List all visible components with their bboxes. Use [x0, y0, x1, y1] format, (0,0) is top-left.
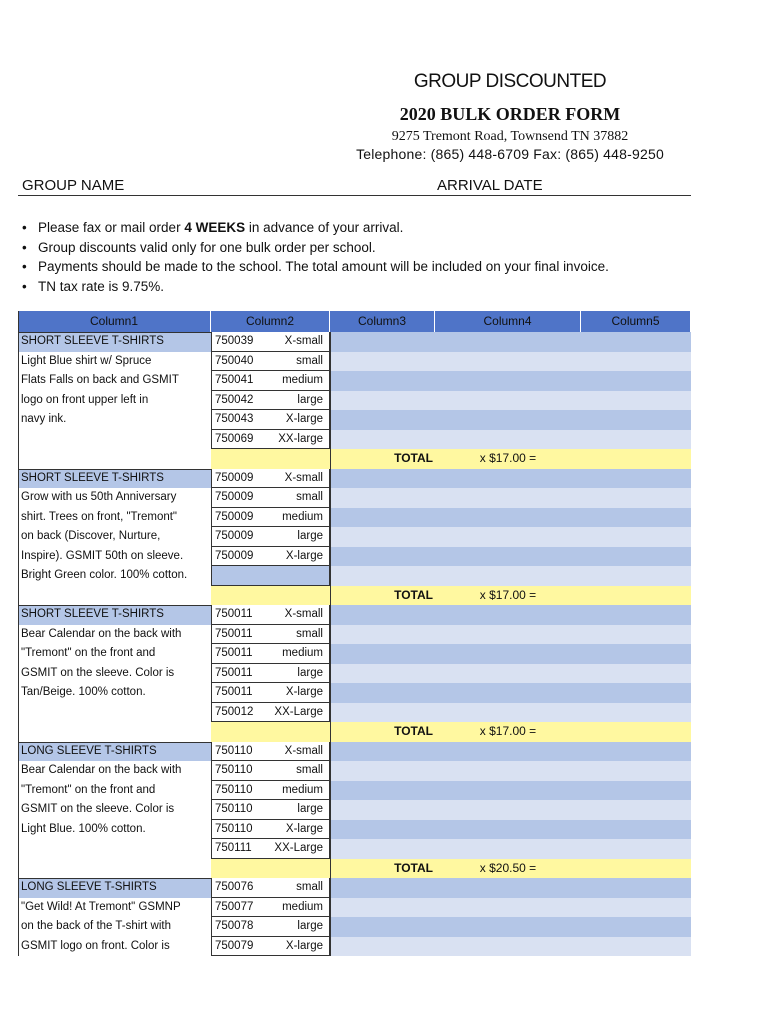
extra-input[interactable]: [581, 566, 691, 586]
amount-input[interactable]: [435, 566, 581, 586]
item-code: 750041: [215, 374, 254, 386]
note-text: in advance of your arrival.: [245, 220, 404, 235]
product-title: SHORT SLEEVE T-SHIRTS: [18, 332, 211, 352]
amount-input[interactable]: [435, 820, 581, 840]
column-header-4: Column4: [435, 311, 581, 332]
product-description-line: "Get Wild! At Tremont" GSMNP: [18, 898, 211, 918]
item-size: X-large: [285, 822, 323, 835]
quantity-input[interactable]: [330, 527, 435, 547]
phone-fax: Telephone: (865) 448-6709 Fax: (865) 448-9250: [356, 146, 664, 162]
item-code: 750110: [215, 822, 253, 835]
quantity-input[interactable]: [330, 332, 435, 352]
amount-input[interactable]: [435, 547, 581, 567]
item-code-cell: [211, 391, 330, 411]
total-input[interactable]: [581, 722, 691, 742]
extra-input[interactable]: [581, 547, 691, 567]
product-description-line: Light Blue. 100% cotton.: [18, 820, 211, 840]
item-code: 750111: [215, 842, 252, 854]
extra-input[interactable]: [581, 683, 691, 703]
extra-input[interactable]: [581, 391, 691, 411]
price-multiplier: x $20.50 =: [435, 859, 581, 879]
item-size: large: [297, 530, 323, 542]
product-description-line: navy ink.: [18, 410, 211, 430]
item-code-cell: [211, 898, 330, 918]
quantity-input[interactable]: [330, 430, 435, 450]
item-size: X-large: [285, 549, 323, 562]
amount-input[interactable]: [435, 898, 581, 918]
extra-input[interactable]: [581, 781, 691, 801]
total-label: TOTAL: [211, 859, 435, 879]
quantity-input[interactable]: [330, 683, 435, 703]
notes-list: [22, 218, 609, 296]
address: 9275 Tremont Road, Townsend TN 37882: [391, 129, 629, 144]
item-code-cell: [211, 742, 330, 762]
amount-input[interactable]: [435, 917, 581, 937]
item-size: small: [296, 764, 323, 776]
item-size: large: [297, 920, 323, 932]
extra-input[interactable]: [581, 469, 691, 489]
quantity-input[interactable]: [330, 878, 435, 898]
product-description-line: GSMIT on the sleeve. Color is: [18, 664, 211, 684]
quantity-input[interactable]: [330, 937, 435, 957]
quantity-input[interactable]: [330, 664, 435, 684]
item-code: 750011: [215, 686, 253, 698]
product-description-line: Grow with us 50th Anniversary: [18, 488, 211, 508]
item-size: X-small: [284, 335, 323, 347]
item-code-cell: [211, 469, 330, 489]
amount-input[interactable]: [435, 683, 581, 703]
item-size: small: [296, 491, 323, 503]
product-description-line: [18, 430, 211, 450]
header-rule: [18, 195, 691, 196]
item-size: medium: [282, 510, 323, 523]
extra-input[interactable]: [581, 352, 691, 372]
extra-input[interactable]: [581, 430, 691, 450]
spacer: [18, 586, 211, 606]
note-item: [22, 238, 609, 258]
item-code-cell: [211, 917, 330, 937]
quantity-input[interactable]: [330, 605, 435, 625]
extra-input[interactable]: [581, 839, 691, 859]
item-size: X-small: [284, 608, 323, 620]
amount-input[interactable]: [435, 605, 581, 625]
quantity-input[interactable]: [330, 761, 435, 781]
item-size: X-large: [285, 939, 323, 952]
extra-input[interactable]: [581, 508, 691, 528]
amount-input[interactable]: [435, 781, 581, 801]
extra-input[interactable]: [581, 742, 691, 762]
column-divider: [330, 332, 331, 956]
product-description-line: "Tremont" on the front and: [18, 644, 211, 664]
item-code-cell: [211, 839, 330, 859]
total-label: TOTAL: [211, 449, 435, 469]
extra-input[interactable]: [581, 917, 691, 937]
product-title: LONG SLEEVE T-SHIRTS: [18, 742, 211, 762]
item-code: 750069: [215, 432, 254, 445]
product-description-line: on the back of the T-shirt with: [18, 917, 211, 937]
item-code-cell: [211, 508, 330, 528]
item-code-cell: [211, 820, 330, 840]
item-code: 750043: [215, 413, 254, 425]
item-code: 750009: [215, 491, 254, 503]
column-header-1: Column1: [18, 311, 211, 332]
item-code-cell: [211, 332, 330, 352]
arrival-date-label: ARRIVAL DATE: [437, 177, 543, 194]
price-multiplier: x $17.00 =: [435, 586, 581, 606]
item-code: 750011: [215, 647, 253, 659]
item-size: X-small: [284, 471, 323, 484]
product-description-line: on back (Discover, Nurture,: [18, 527, 211, 547]
item-size: X-small: [284, 744, 323, 757]
order-table: [18, 311, 691, 955]
amount-input[interactable]: [435, 761, 581, 781]
amount-input[interactable]: [435, 469, 581, 489]
amount-input[interactable]: [435, 878, 581, 898]
amount-input[interactable]: [435, 508, 581, 528]
quantity-input[interactable]: [330, 703, 435, 723]
product-description-line: shirt. Trees on front, "Tremont": [18, 508, 211, 528]
item-size: small: [296, 881, 323, 893]
note-item: [22, 277, 609, 297]
amount-input[interactable]: [435, 937, 581, 957]
group-divider: [18, 742, 211, 743]
spacer: [18, 722, 211, 742]
note-text: Please fax or mail order: [38, 220, 185, 235]
quantity-input[interactable]: [330, 644, 435, 664]
quantity-input[interactable]: [330, 371, 435, 391]
column-header-2: Column2: [211, 311, 330, 332]
item-size: XX-large: [278, 432, 323, 445]
item-code: 750009: [215, 510, 254, 523]
item-code-cell: [211, 664, 330, 684]
form-subtitle: 2020 BULK ORDER FORM: [399, 104, 621, 124]
item-size: large: [297, 666, 323, 679]
quantity-input[interactable]: [330, 469, 435, 489]
item-code: 750011: [215, 627, 253, 640]
item-code: 750076: [215, 881, 254, 893]
item-code: 750077: [215, 900, 254, 913]
item-code-cell: [211, 800, 330, 820]
item-code: 750110: [215, 783, 253, 796]
item-size: small: [296, 627, 323, 640]
item-code-cell: [211, 878, 330, 898]
amount-input[interactable]: [435, 664, 581, 684]
item-code-cell: [211, 566, 330, 586]
amount-input[interactable]: [435, 839, 581, 859]
item-size: medium: [282, 647, 323, 659]
table-left-border: [18, 311, 19, 956]
item-code: 750040: [215, 354, 254, 367]
bullet: •: [22, 220, 27, 235]
item-code-cell: [211, 488, 330, 508]
item-code: 750042: [215, 393, 254, 406]
price-multiplier: x $17.00 =: [435, 449, 581, 469]
quantity-input[interactable]: [330, 898, 435, 918]
extra-input[interactable]: [581, 410, 691, 430]
quantity-input[interactable]: [330, 800, 435, 820]
item-code-cell: [211, 644, 330, 664]
column-header-3: Column3: [330, 311, 435, 332]
quantity-input[interactable]: [330, 352, 435, 372]
amount-input[interactable]: [435, 644, 581, 664]
group-name-label: GROUP NAME: [22, 177, 125, 194]
product-title: LONG SLEEVE T-SHIRTS: [18, 878, 211, 898]
item-code: 750011: [215, 608, 253, 620]
product-title: SHORT SLEEVE T-SHIRTS: [18, 469, 211, 489]
bullet: •: [22, 278, 27, 294]
product-description-line: "Tremont" on the front and: [18, 781, 211, 801]
item-size: medium: [282, 374, 323, 386]
item-code: 750110: [215, 764, 253, 776]
item-code-cell: [211, 937, 330, 957]
amount-input[interactable]: [435, 800, 581, 820]
item-code: 750011: [215, 666, 253, 679]
column-header-5: Column5: [581, 311, 691, 332]
item-code-cell: [211, 761, 330, 781]
quantity-input[interactable]: [330, 410, 435, 430]
price-multiplier: x $17.00 =: [435, 722, 581, 742]
spacer: [18, 449, 211, 469]
product-description-line: [18, 839, 211, 859]
item-code: 750110: [215, 803, 253, 815]
item-size: X-large: [285, 686, 323, 698]
product-description-line: GSMIT on the sleeve. Color is: [18, 800, 211, 820]
quantity-input[interactable]: [330, 917, 435, 937]
amount-input[interactable]: [435, 391, 581, 411]
group-divider: [18, 469, 211, 470]
quantity-input[interactable]: [330, 820, 435, 840]
quantity-input[interactable]: [330, 391, 435, 411]
form-title: GROUP DISCOUNTED: [413, 71, 607, 92]
quantity-input[interactable]: [330, 625, 435, 645]
amount-input[interactable]: [435, 527, 581, 547]
amount-input[interactable]: [435, 488, 581, 508]
item-code-cell: [211, 781, 330, 801]
quantity-input[interactable]: [330, 488, 435, 508]
extra-input[interactable]: [581, 898, 691, 918]
item-code-cell: [211, 352, 330, 372]
item-code-cell: [211, 371, 330, 391]
item-code-cell: [211, 683, 330, 703]
amount-input[interactable]: [435, 625, 581, 645]
quantity-input[interactable]: [330, 547, 435, 567]
amount-input[interactable]: [435, 332, 581, 352]
product-description-line: Tan/Beige. 100% cotton.: [18, 683, 211, 703]
group-divider: [18, 332, 211, 333]
extra-input[interactable]: [581, 878, 691, 898]
item-code-cell: [211, 547, 330, 567]
item-size: X-large: [285, 413, 323, 425]
item-size: small: [296, 354, 323, 367]
extra-input[interactable]: [581, 332, 691, 352]
note-text: Group discounts valid only for one bulk order per school.: [38, 239, 376, 255]
quantity-input[interactable]: [330, 839, 435, 859]
item-size: medium: [282, 900, 323, 913]
amount-input[interactable]: [435, 410, 581, 430]
extra-input[interactable]: [581, 371, 691, 391]
total-input[interactable]: [581, 586, 691, 606]
extra-input[interactable]: [581, 703, 691, 723]
item-size: large: [297, 393, 323, 406]
extra-input[interactable]: [581, 527, 691, 547]
item-code: 750009: [215, 549, 254, 562]
item-code-cell: [211, 410, 330, 430]
quantity-input[interactable]: [330, 566, 435, 586]
extra-input[interactable]: [581, 800, 691, 820]
extra-input[interactable]: [581, 664, 691, 684]
product-description-line: Inspire). GSMIT 50th on sleeve.: [18, 547, 211, 567]
total-input[interactable]: [581, 859, 691, 879]
amount-input[interactable]: [435, 430, 581, 450]
product-description-line: Light Blue shirt w/ Spruce: [18, 352, 211, 372]
item-code-cell: [211, 430, 330, 450]
quantity-input[interactable]: [330, 781, 435, 801]
product-description-line: Bright Green color. 100% cotton.: [18, 566, 211, 586]
product-description-line: logo on front upper left in: [18, 391, 211, 411]
item-size: medium: [282, 783, 323, 796]
extra-input[interactable]: [581, 937, 691, 957]
extra-input[interactable]: [581, 820, 691, 840]
product-description-line: Flats Falls on back and GSMIT: [18, 371, 211, 391]
total-label: TOTAL: [211, 722, 435, 742]
amount-input[interactable]: [435, 352, 581, 372]
group-divider: [18, 605, 211, 606]
item-size: XX-Large: [274, 705, 323, 718]
amount-input[interactable]: [435, 742, 581, 762]
extra-input[interactable]: [581, 488, 691, 508]
spacer: [18, 859, 211, 879]
item-code-cell: [211, 703, 330, 723]
amount-input[interactable]: [435, 371, 581, 391]
note-item: [22, 257, 609, 277]
amount-input[interactable]: [435, 703, 581, 723]
note-text: TN tax rate is 9.75%.: [38, 278, 165, 294]
product-description-line: Bear Calendar on the back with: [18, 625, 211, 645]
item-code: 750012: [215, 705, 254, 718]
total-input[interactable]: [581, 449, 691, 469]
item-code: 750078: [215, 920, 254, 932]
quantity-input[interactable]: [330, 742, 435, 762]
extra-input[interactable]: [581, 644, 691, 664]
bullet: •: [22, 239, 27, 255]
extra-input[interactable]: [581, 605, 691, 625]
extra-input[interactable]: [581, 761, 691, 781]
note-item: [22, 218, 609, 238]
item-code: 750009: [215, 471, 254, 484]
item-code-cell: [211, 625, 330, 645]
note-bold: 4 WEEKS: [184, 220, 246, 235]
item-code: 750079: [215, 939, 254, 952]
quantity-input[interactable]: [330, 508, 435, 528]
item-code: 750110: [215, 744, 253, 757]
product-description-line: GSMIT logo on front. Color is: [18, 937, 211, 957]
product-description-line: [18, 703, 211, 723]
item-code: 750039: [215, 335, 254, 347]
note-text: Payments should be made to the school. The total amount will be included on your final invoice.: [38, 259, 609, 274]
item-code-cell: [211, 527, 330, 547]
bullet: •: [22, 259, 27, 274]
extra-input[interactable]: [581, 625, 691, 645]
item-code-cell: [211, 605, 330, 625]
product-description-line: Bear Calendar on the back with: [18, 761, 211, 781]
group-divider: [18, 878, 211, 879]
item-code: 750009: [215, 530, 254, 542]
item-size: XX-Large: [274, 842, 323, 854]
item-size: large: [297, 803, 323, 815]
total-label: TOTAL: [211, 586, 435, 606]
product-title: SHORT SLEEVE T-SHIRTS: [18, 605, 211, 625]
